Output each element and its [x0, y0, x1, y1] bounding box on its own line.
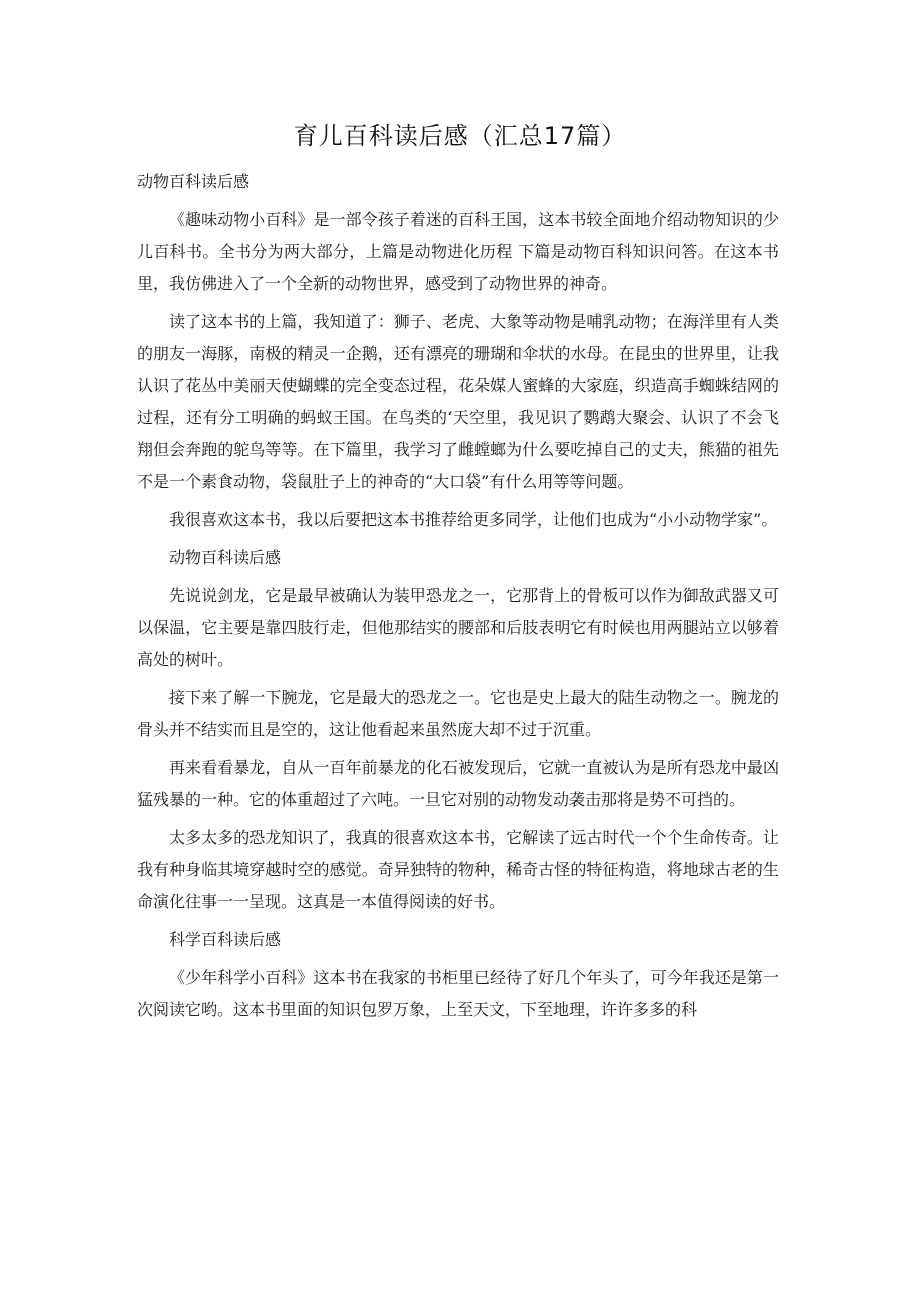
section-heading-animal-1: 动物百科读后感	[137, 172, 250, 191]
paragraph-dinosaur-summary: 太多太多的恐龙知识了，我真的很喜欢这本书，它解读了远古时代一个个生命传奇。让我有种身临其境穿越时空的感觉。奇异独特的物种，稀奇古怪的特征构造，将地球古老的生命演化往事一一呈现。这真是一本值得阅读的好书。	[137, 828, 779, 911]
section-heading-science: 科学百科读后感	[169, 930, 282, 949]
paragraph-recommend: 我很喜欢这本书，我以后要把这本书推荐给更多同学，让他们也成为“小小动物学家”。	[169, 510, 778, 529]
paragraph-tyrannosaurus: 再来看看暴龙，自从一百年前暴龙的化石被发现后，它就一直被认为是所有恐龙中最凶猛残暴的一种。它的体重超过了六吨。一旦它对别的动物发动袭击那将是势不可挡的。	[137, 758, 779, 809]
paragraph-brachiosaurus: 接下来了解一下腕龙，它是最大的恐龙之一。它也是史上最大的陆生动物之一。腕龙的骨头并不结实而且是空的，这让他看起来虽然庞大却不过于沉重。	[137, 688, 779, 739]
paragraph-science-intro: 《少年科学小百科》这本书在我家的书柜里已经待了好几个年头了，可今年我还是第一次阅读它哟。这本书里面的知识包罗万象，上至天文，下至地理，许许多多的科	[137, 968, 779, 1019]
paragraph-intro: 《趣味动物小百科》是一部令孩子着迷的百科王国，这本书较全面地介绍动物知识的少儿百科书。全书分为两大部分，上篇是动物进化历程 下篇是动物百科知识问答。在这本书里，我仿佛进入了一个全新的动物世界，感受到了动物世界的神奇。	[137, 210, 779, 293]
section-heading-animal-2: 动物百科读后感	[169, 548, 282, 567]
document-title: 育儿百科读后感（汇总17篇）	[293, 122, 627, 150]
paragraph-upper-part: 读了这本书的上篇，我知道了：狮子、老虎、大象等动物是哺乳动物；在海洋里有人类的朋友一海豚，南极的精灵一企鹅，还有漂亮的珊瑚和伞状的水母。在昆虫的世界里，让我认识了花丛中美丽天使蝴蝶的完全变态过程，花朵媒人蜜蜂的大家庭，织造高手蜘蛛结网的过程，还有分工明确的蚂蚁王国。在鸟类的‘天空里，我见识了鹦鹉大聚会、认识了不会飞翔但会奔跑的鸵鸟等等。在下篇里，我学习了雌螳螂为什么要吃掉自己的丈夫，熊猫的祖先不是一个素食动物，袋鼠肚子上的神奇的“大口袋”有什么用等等问题。	[137, 312, 779, 491]
paragraph-stegosaurus: 先说说剑龙，它是最早被确认为装甲恐龙之一，它那背上的骨板可以作为御敌武器又可以保温，它主要是靠四肢行走，但他那结实的腰部和后肢表明它有时候也用两腿站立以够着高处的树叶。	[137, 586, 779, 669]
document-body	[137, 166, 779, 1032]
